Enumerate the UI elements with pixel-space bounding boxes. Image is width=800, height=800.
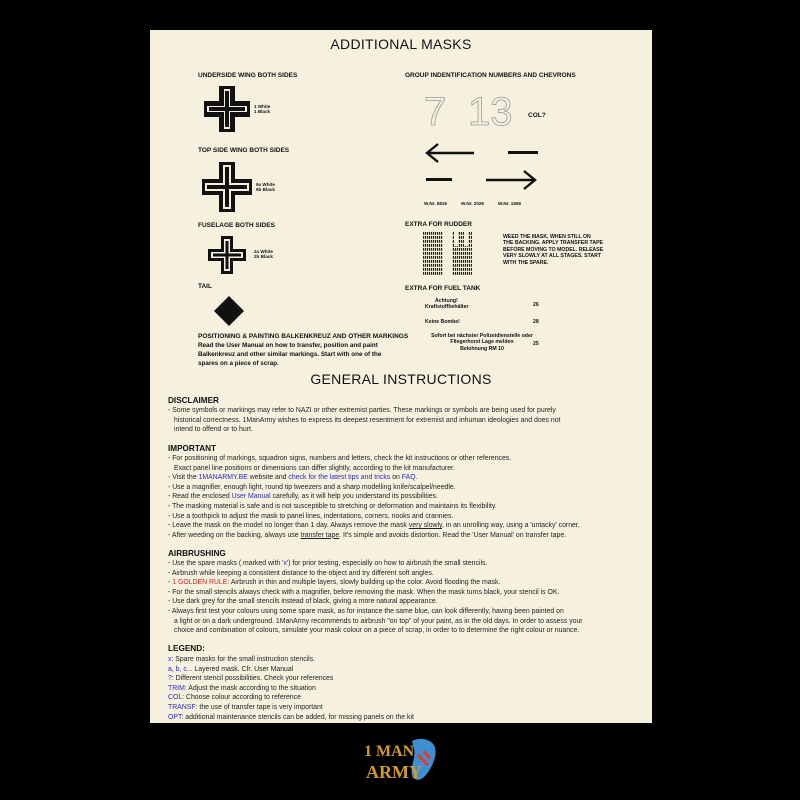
text-run: Airbrush in thin and multiple layers, slowly building up the color. Avoid flooding the mask. <box>229 579 501 587</box>
disclaimer-title: DISCLAIMER <box>168 396 219 405</box>
rudder-note-line: WITH THE SPARE. <box>503 259 549 266</box>
text-run: - Read the enclosed <box>168 493 232 501</box>
legend-key: TRIM <box>168 684 185 692</box>
legend-key: a, b, c... <box>168 665 193 673</box>
airbrushing-title: AIRBRUSHING <box>168 549 226 558</box>
fuel-stencil-line: Belohnung RM 10 <box>460 345 504 352</box>
fuselage-colors <box>254 249 273 260</box>
legend-value: : Spare masks for the small instruction stencils. <box>171 656 316 663</box>
topside-cross <box>202 162 252 212</box>
text-run: on <box>390 474 402 482</box>
logo-line-2: ARMY <box>366 762 422 782</box>
wnr-3: W.Nr. 1559 <box>498 201 521 206</box>
logo-graphic <box>360 735 442 787</box>
legend-value: Layered mask. Cfr. User Manual <box>192 665 294 673</box>
legend-item <box>168 713 414 723</box>
rudder-note-line: VERY SLOWLY AT ALL STAGES. START <box>503 253 602 260</box>
fuel-label: EXTRA FOR FUEL TANK <box>405 285 481 292</box>
positioning-line: Balkenkreuz and other similar markings. Start with one of the <box>198 351 382 358</box>
important-line <box>168 473 580 483</box>
important-text <box>168 454 580 540</box>
rudder-note-line: BEFORE MOVING TO MODEL. RELEASE <box>503 246 604 253</box>
spare-marker: x <box>283 560 287 567</box>
positioning-text <box>198 341 381 368</box>
airbrushing-line: a light or on a dark underground. 1ManArmy recommends to airbrush "on top" of your paint, as in the old days. In order to assess your <box>174 617 583 625</box>
fuel-stencil-1-num: 26 <box>533 302 539 308</box>
faq-link[interactable]: FAQ <box>401 474 416 482</box>
positioning-heading: POSITIONING & PAINTING BALKENKREUZ AND OTHER MARKINGS <box>198 333 409 340</box>
legend-key: COL <box>168 694 183 702</box>
text-run: - After weeding on the backing, always use <box>168 531 301 539</box>
disclaimer-text <box>168 406 560 435</box>
rudder-note-line: WEED THE MASK, WHEN STILL ON <box>503 234 591 240</box>
topside-color-2: 9b Black <box>256 187 275 193</box>
text-run: website and <box>247 474 289 482</box>
user-manual-link[interactable]: User Manual <box>231 493 271 501</box>
wnr-1: W.Nr. 5819 <box>424 201 447 206</box>
legend-value: : Different stencil possibilities. Check your references <box>171 675 334 683</box>
fuel-stencil-2: Keine Bombe! <box>425 319 460 325</box>
airbrushing-line <box>168 578 583 588</box>
text-run: - Leave the mask on the model no longer than 1 day. Always remove the mask <box>168 522 409 530</box>
legend-key: ? <box>168 675 172 683</box>
group-number-13: 13 <box>468 90 513 134</box>
important-line <box>168 521 580 531</box>
text-run: . It's simple and avoids distortion. Read the 'User Manual' on transfer tape. <box>339 531 567 539</box>
fuel-stencil-line: Fliegerhorst Lage melden <box>450 339 514 346</box>
instruction-sheet <box>150 30 652 723</box>
legend-item <box>168 665 414 675</box>
topside-colors <box>256 182 275 193</box>
disclaimer-line: historical correctness. 1ManArmy wishes to express its deepest resentment for extremist and inhuman ideologies and does not <box>174 416 561 424</box>
underside-label: UNDERSIDE WING BOTH SIDES <box>198 72 298 79</box>
airbrushing-line: - Airbrush while keeping a consistent distance to the object and try different soft angles. <box>168 569 434 577</box>
topside-color-1: 9a White <box>256 182 275 187</box>
airbrushing-line <box>168 559 583 569</box>
legend-value: : the use of transfer tape is very important <box>195 703 323 711</box>
airbrushing-line: - For the small stencils always check with a magnifier, before removing the mask. When the mask turns black, your stencil is OK. <box>168 588 560 596</box>
text-run: carefully, as it will help you understand its possibilities. <box>270 493 438 501</box>
important-line: - Use a toothpick to adjust the mask to panel lines, indentations, corners, nooks and crannies. <box>168 512 454 520</box>
group-number-7: 7 <box>424 90 447 134</box>
important-line: - The masking material is safe and is not susceptible to stretching or deformation and maintains its flexibility. <box>168 502 497 510</box>
chevron-bar <box>426 178 452 181</box>
disclaimer-line: - Some symbols or markings may refer to NAZI or other extremist parties. These markings or symbols are being used for purely <box>168 407 556 414</box>
logo-line-1: 1 MAN <box>364 743 415 760</box>
wnr-2: W.Nr. 2026 <box>461 201 484 206</box>
legend-list <box>168 655 414 722</box>
important-line <box>168 531 580 541</box>
legend-value: : additional maintenance stencils can be added, for missing panels on the kit <box>181 713 414 721</box>
fuel-stencil-1 <box>425 298 469 311</box>
text-run: - Use the spare masks ( marked with ' <box>168 560 284 567</box>
fuel-stencil-line: Kraftstoffbehälter <box>425 304 469 311</box>
rudder-tally-marks <box>423 232 473 275</box>
tail-diamond <box>214 296 244 331</box>
col-note: COL? <box>528 112 546 119</box>
fuel-stencil-line: Sofort bei nächster Polizeidienstelle oder <box>431 333 533 339</box>
website-link[interactable]: 1MANARMY.BE <box>198 474 248 482</box>
fuselage-color-2: 2b Black <box>254 254 273 260</box>
legend-value: : Choose colour according to reference <box>182 694 301 702</box>
text-run: . <box>415 474 418 482</box>
tips-link[interactable]: check for the latest tips and tricks <box>288 474 391 482</box>
additional-masks-title: ADDITIONAL MASKS <box>330 36 472 52</box>
fuel-stencil-3-num: 25 <box>533 341 539 347</box>
emphasis: very slowly <box>408 522 442 530</box>
group-id-label: GROUP INDENTIFICATION NUMBERS AND CHEVRONS <box>405 72 576 79</box>
legend-title: LEGEND: <box>168 644 205 653</box>
text-run: , in an unrolling way, using a 'untacky' corner. <box>441 522 580 530</box>
fuselage-color-1: 2a White <box>254 249 273 254</box>
legend-item <box>168 703 414 713</box>
rudder-label: EXTRA FOR RUDDER <box>405 221 472 228</box>
text-run: - Visit the <box>168 474 199 482</box>
emphasis: transfer tape <box>300 531 340 539</box>
important-line <box>168 492 580 502</box>
positioning-line: Read the User Manual on how to transfer, position and paint <box>198 342 378 349</box>
chevron-arrow-right <box>484 169 538 196</box>
legend-item <box>168 684 414 694</box>
brand-logo <box>360 735 442 787</box>
important-line: - Use a magnifier, enough light, round tip tweezers and a sharp modelling knife/scalpel/needle. <box>168 483 456 491</box>
legend-key: OPT <box>168 713 182 721</box>
underside-colors <box>254 104 270 115</box>
text-run: ') for prior testing, especially on how to airbrush the small stencils. <box>286 560 488 567</box>
airbrushing-line: - Use dark grey for the small stencils instead of black, giving a more natural appearance. <box>168 598 438 606</box>
important-line: - For positioning of markings, squadron signs, numbers and letters, check the kit instructions or other references. <box>168 455 512 462</box>
rudder-note <box>503 234 603 266</box>
fuel-stencil-2-num: 28 <box>533 319 539 325</box>
rudder-note-line: THE BACKING. APPLY TRANSFER TAPE <box>503 240 604 247</box>
legend-item <box>168 655 414 665</box>
airbrushing-line: - Always first test your colours using some spare mask, as for instance the same blue, can look differently, having been painted on <box>168 607 564 615</box>
fuel-stencil-line: Achtung! <box>435 298 458 304</box>
legend-key: TRANSF <box>168 703 196 711</box>
fuselage-cross <box>208 236 246 274</box>
airbrushing-line: choice and combination of colours, simulate your mask colour on a piece of scrap, in order to to determine the right colour or nuance. <box>174 627 580 635</box>
important-line: Exact panel line positions or dimensions can differ slightly, according to the kit manufacturer. <box>174 464 455 472</box>
legend-item <box>168 693 414 703</box>
positioning-line: spares on a piece of scrap. <box>198 360 279 367</box>
underside-cross <box>204 86 250 132</box>
legend-key: x <box>168 656 172 663</box>
airbrushing-text <box>168 559 583 636</box>
golden-rule: 1 GOLDEN RULE: <box>172 579 230 587</box>
fuselage-label: FUSELAGE BOTH SIDES <box>198 222 275 229</box>
tail-label: TAIL <box>198 283 212 290</box>
fuel-stencil-3 <box>426 333 538 352</box>
topside-label: TOP SIDE WING BOTH SIDES <box>198 147 290 154</box>
chevron-arrow-left <box>424 142 476 169</box>
disclaimer-line: intend to offend or to hurt. <box>174 426 253 434</box>
underside-color-1: 1 White <box>254 104 271 109</box>
chevron-bar <box>508 151 538 154</box>
general-instructions-title: GENERAL INSTRUCTIONS <box>310 371 492 387</box>
legend-item <box>168 674 414 684</box>
underside-color-2: 1 Black <box>254 109 271 115</box>
important-title: IMPORTANT <box>168 444 217 453</box>
legend-value: : Adjust the mask according to the situation <box>184 684 316 692</box>
text-run: - <box>168 579 173 587</box>
